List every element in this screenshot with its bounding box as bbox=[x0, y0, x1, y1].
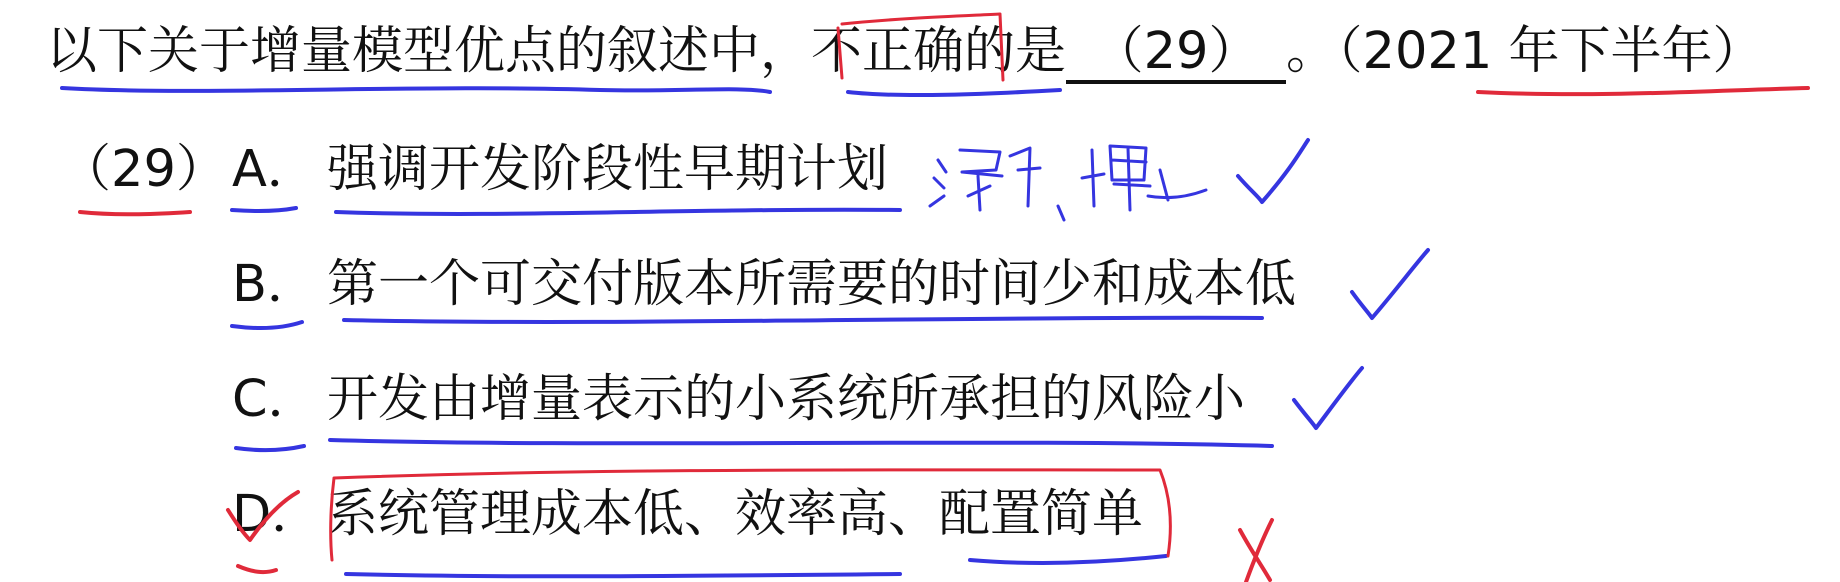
answer-blank: （29） bbox=[1066, 24, 1286, 84]
option-text: 系统管理成本低、效率高、配置简单 bbox=[327, 485, 1144, 544]
scribble-incremental bbox=[1082, 146, 1206, 210]
underline-incorrect bbox=[848, 90, 1060, 95]
check-option-a bbox=[1238, 140, 1308, 202]
question-stem bbox=[46, 22, 1764, 84]
underline-letter-d bbox=[238, 566, 276, 572]
underline-option-d bbox=[346, 574, 900, 576]
options-number: （29） bbox=[60, 140, 227, 199]
underline-year bbox=[1478, 88, 1808, 94]
option-letter: C． bbox=[232, 370, 319, 429]
question-suffix: 。（2021 年下半年） bbox=[1286, 22, 1764, 81]
underline-option-b bbox=[344, 318, 1262, 322]
underline-letter-c bbox=[236, 446, 304, 450]
underline-option-a bbox=[336, 210, 900, 214]
option-text: 强调开发阶段性早期计划 bbox=[327, 140, 889, 199]
cross-option-d bbox=[1240, 520, 1272, 582]
question-text: 以下关于增量模型优点的叙述中，不正确的是 bbox=[46, 22, 1067, 81]
underline-letter-a bbox=[232, 208, 296, 211]
option-text: 开发由增量表示的小系统所承担的风险小 bbox=[327, 370, 1246, 429]
scribble-comma bbox=[1058, 206, 1064, 220]
underline-letter-b bbox=[232, 322, 302, 328]
underline-options-number bbox=[80, 212, 190, 214]
underline-question bbox=[62, 88, 770, 92]
underline-option-d-end bbox=[970, 556, 1166, 563]
underline-option-c bbox=[330, 440, 1272, 446]
option-b bbox=[232, 255, 1296, 315]
scribble-waterfall bbox=[930, 148, 1040, 210]
option-letter: D． bbox=[232, 485, 323, 544]
option-a bbox=[232, 140, 888, 200]
option-text: 第一个可交付版本所需要的时间少和成本低 bbox=[327, 255, 1297, 314]
option-letter: A． bbox=[232, 140, 318, 199]
check-option-c bbox=[1294, 368, 1362, 428]
option-d bbox=[232, 485, 1143, 545]
option-c bbox=[232, 370, 1245, 430]
option-letter: B． bbox=[232, 255, 318, 314]
check-option-b bbox=[1352, 250, 1428, 318]
